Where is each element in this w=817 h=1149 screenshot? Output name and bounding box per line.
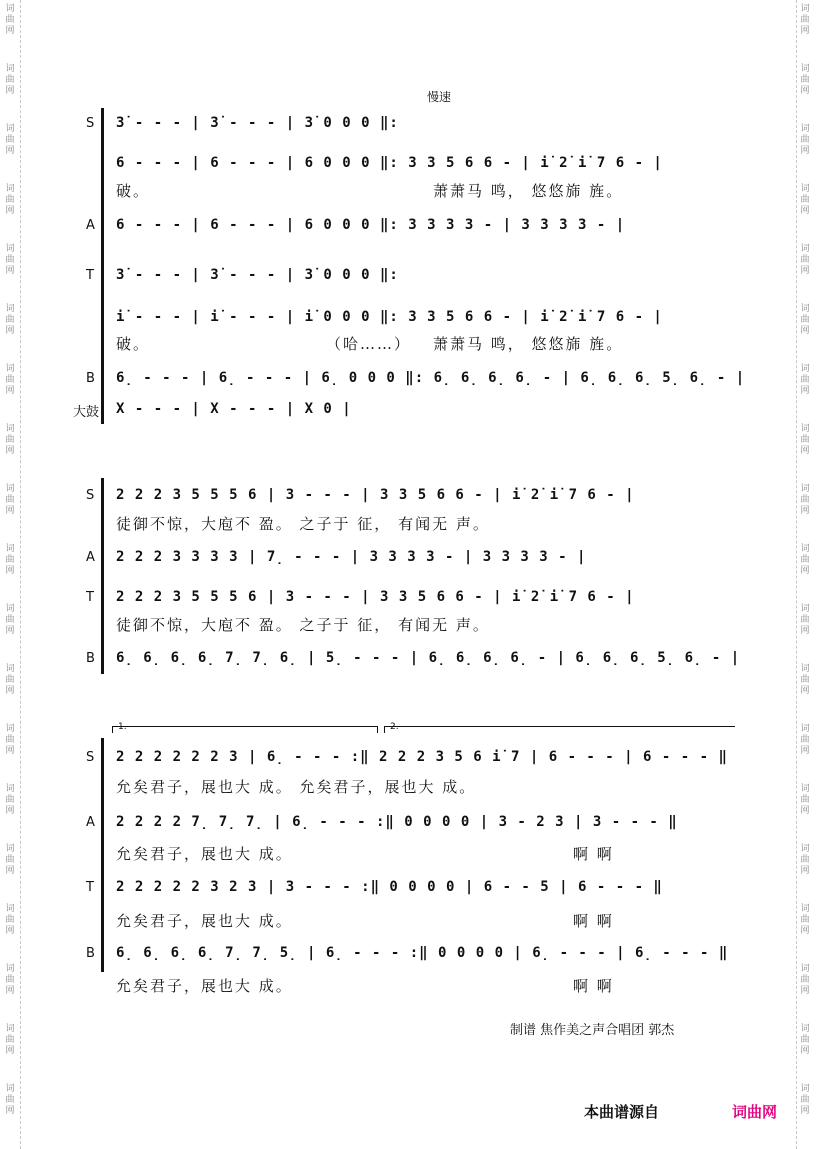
watermark-mark: 词 曲 网	[5, 124, 15, 156]
s-lyric-main: 萧萧马 鸣， 悠悠旆 旌。	[433, 182, 624, 200]
b-lyric: 允矣君子，展也大 成。	[116, 977, 293, 995]
t-lyric-main: 萧萧马 鸣， 悠悠旆 旌。	[433, 335, 624, 353]
t-lyric-ah: 啊 啊	[573, 912, 614, 930]
watermark-mark: 词 曲 网	[800, 424, 810, 456]
label-b: B	[86, 371, 95, 386]
b-lyric-ah: 啊 啊	[573, 977, 614, 995]
watermark-mark: 词 曲 网	[800, 904, 810, 936]
label-s: S	[86, 116, 95, 131]
label-drum: 大鼓	[73, 405, 100, 420]
s-notes: 2 2 2 3 5 5 5 6 | 3 - - - | 3 3 5 6 6 - | i̇ 2̇ i̇ 7 6 - |	[116, 487, 635, 503]
t2-notes: i̇ - - - | i̇ - - - | i̇ 0 0 0 ‖: 3 3 5 6 6 - | i̇ 2̇ i̇ 7 6 - |	[116, 309, 663, 325]
watermark-mark: 词 曲 网	[800, 364, 810, 396]
a-lyric: 允矣君子，展也大 成。	[116, 845, 293, 863]
watermark-mark: 词 曲 网	[800, 724, 810, 756]
watermark-mark: 词 曲 网	[800, 544, 810, 576]
s2-notes: 6 - - - | 6 - - - | 6 0 0 0 ‖: 3 3 5 6 6 - | i̇ 2̇ i̇ 7 6 - |	[116, 155, 663, 171]
label-a: A	[86, 218, 95, 233]
system1-bracket	[101, 108, 104, 424]
volta-1-label: 1.	[118, 722, 127, 732]
watermark-mark: 词 曲 网	[5, 664, 15, 696]
label-a: A	[86, 550, 95, 565]
watermark-mark: 词 曲 网	[5, 544, 15, 576]
watermark-mark: 词 曲 网	[800, 4, 810, 36]
brand-link[interactable]: 词曲网	[732, 1103, 778, 1121]
watermark-mark: 词 曲 网	[5, 1024, 15, 1056]
watermark-mark: 词 曲 网	[800, 124, 810, 156]
drum-notes: X - - - | X - - - | X 0 |	[116, 401, 352, 417]
watermark-mark: 词 曲 网	[800, 304, 810, 336]
source-text: 本曲谱源自	[584, 1103, 660, 1121]
s-lyric: 徒御不惊，大庖不 盈。 之子于 征， 有闻无 声。	[116, 515, 490, 533]
watermark-mark: 词 曲 网	[800, 484, 810, 516]
a-notes: 6 - - - | 6 - - - | 6 0 0 0 ‖: 3 3 3 3 - | 3 3 3 3 - |	[116, 217, 626, 233]
t1-notes: 3̇ - - - | 3̇ - - - | 3̇ 0 0 0 ‖:	[116, 267, 399, 283]
watermark-mark: 词 曲 网	[800, 1024, 810, 1056]
watermark-mark: 词 曲 网	[5, 784, 15, 816]
watermark-mark: 词 曲 网	[5, 904, 15, 936]
t-lyric: 徒御不惊，大庖不 盈。 之子于 征， 有闻无 声。	[116, 616, 490, 634]
a-lyric-ah: 啊 啊	[573, 845, 614, 863]
watermark-mark: 词 曲 网	[5, 184, 15, 216]
watermark-mark: 词 曲 网	[800, 664, 810, 696]
t-lyric-pre: 破。	[116, 335, 151, 353]
b-notes: 6̣ 6̣ 6̣ 6̣ 7̣ 7̣ 5̣ | 6̣ - - - :‖ 0 0 0 0 | 6̣ - - - | 6̣ - - - ‖	[116, 945, 729, 961]
label-s: S	[86, 488, 95, 503]
watermark-mark: 词 曲 网	[800, 244, 810, 276]
a-notes: 2 2 2 2 7̣ 7̣ 7̣ | 6̣ - - - :‖ 0 0 0 0 | 3 - 2 3 | 3 - - - ‖	[116, 814, 678, 830]
watermark-mark: 词 曲 网	[5, 1084, 15, 1116]
watermark-mark: 词 曲 网	[5, 484, 15, 516]
label-b: B	[86, 946, 95, 961]
volta-2-bracket	[384, 726, 735, 733]
volta-1-bracket	[112, 726, 378, 733]
a-notes: 2 2 2 3 3 3 3 | 7̣ - - - | 3 3 3 3 - | 3 3 3 3 - |	[116, 549, 587, 565]
watermark-mark: 词 曲 网	[5, 724, 15, 756]
t-notes: 2 2 2 2 2 3 2 3 | 3 - - - :‖ 0 0 0 0 | 6 - - 5 | 6 - - - ‖	[116, 879, 663, 895]
volta-2-label: 2.	[390, 722, 399, 732]
t-notes: 2 2 2 3 5 5 5 6 | 3 - - - | 3 3 5 6 6 - | i̇ 2̇ i̇ 7 6 - |	[116, 589, 635, 605]
watermark-mark: 词 曲 网	[5, 64, 15, 96]
t-lyric: 允矣君子，展也大 成。	[116, 912, 293, 930]
tempo-marking: 慢速	[427, 90, 452, 104]
watermark-mark: 词 曲 网	[5, 364, 15, 396]
arranger-credit: 制谱 焦作美之声合唱团 郭杰	[510, 1023, 675, 1038]
b-notes: 6̣ - - - | 6̣ - - - | 6̣ 0 0 0 ‖: 6̣ 6̣ 6̣ 6̣ - | 6̣ 6̣ 6̣ 5̣ 6̣ - |	[116, 370, 746, 386]
watermark-mark: 词 曲 网	[800, 64, 810, 96]
b-notes: 6̣ 6̣ 6̣ 6̣ 7̣ 7̣ 6̣ | 5̣ - - - | 6̣ 6̣ 6̣ 6̣ - | 6̣ 6̣ 6̣ 5̣ 6̣ - |	[116, 650, 741, 666]
watermark-mark: 词 曲 网	[5, 4, 15, 36]
s-lyric: 允矣君子，展也大 成。 允矣君子，展也大 成。	[116, 778, 477, 796]
watermark-mark: 词 曲 网	[5, 964, 15, 996]
system2-bracket	[101, 478, 104, 674]
s-notes: 2 2 2 2 2 2 3 | 6̣ - - - :‖ 2 2 2 3 5 6 i̇ 7 | 6 - - - | 6 - - - ‖	[116, 749, 728, 765]
watermark-mark: 词 曲 网	[800, 844, 810, 876]
watermark-mark: 词 曲 网	[5, 604, 15, 636]
label-s: S	[86, 750, 95, 765]
s1-notes: 3̇ - - - | 3̇ - - - | 3̇ 0 0 0 ‖:	[116, 115, 399, 131]
label-t: T	[86, 880, 94, 895]
watermark-mark: 词 曲 网	[5, 244, 15, 276]
label-b: B	[86, 651, 95, 666]
watermark-mark: 词 曲 网	[5, 424, 15, 456]
t-lyric-ha: （哈……）	[326, 335, 412, 353]
watermark-mark: 词 曲 网	[5, 304, 15, 336]
watermark-mark: 词 曲 网	[5, 844, 15, 876]
watermark-mark: 词 曲 网	[800, 1084, 810, 1116]
watermark-mark: 词 曲 网	[800, 784, 810, 816]
watermark-mark: 词 曲 网	[800, 184, 810, 216]
watermark-mark: 词 曲 网	[800, 964, 810, 996]
label-t: T	[86, 590, 94, 605]
label-a: A	[86, 815, 95, 830]
label-t: T	[86, 268, 94, 283]
watermark-mark: 词 曲 网	[800, 604, 810, 636]
system3-bracket	[101, 738, 104, 972]
s-lyric-pre: 破。	[116, 182, 151, 200]
